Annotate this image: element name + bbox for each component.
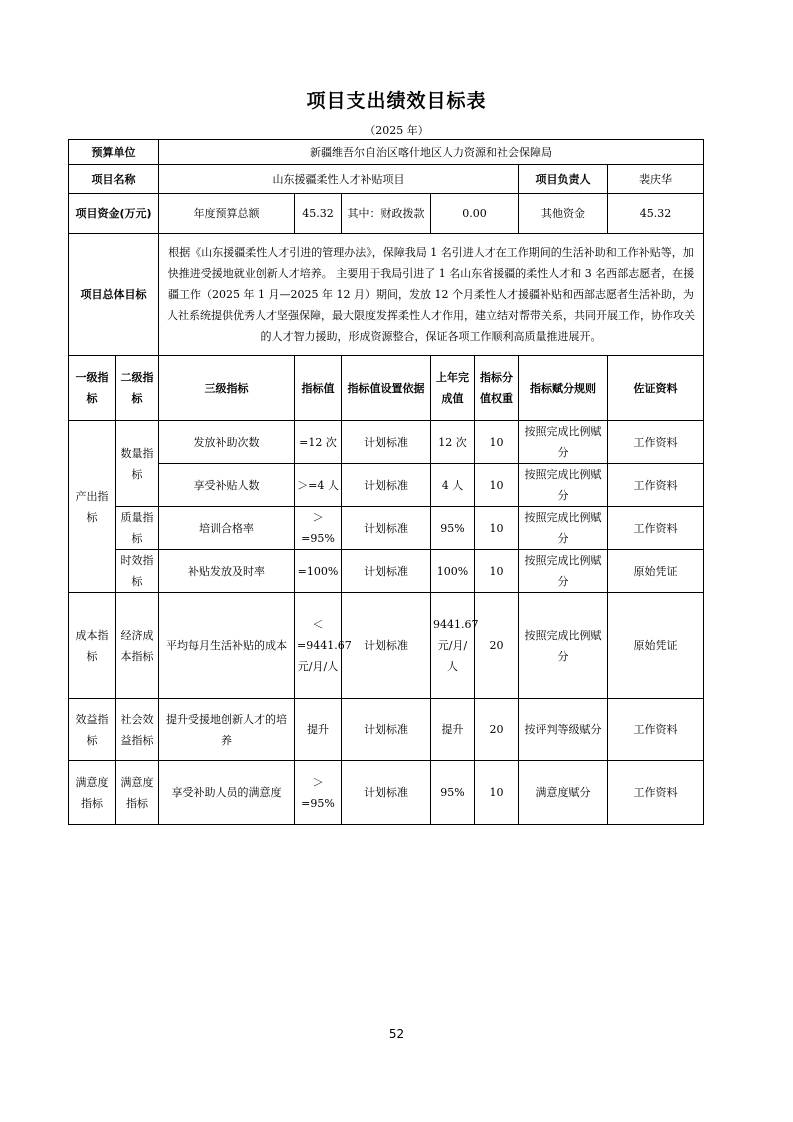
year-label: （2025 年） — [364, 124, 429, 137]
performance-target-table — [68, 139, 704, 825]
indicator-last: 95% — [431, 761, 475, 825]
table-row — [69, 421, 704, 464]
group-cost: 成本指标 — [69, 593, 116, 699]
indicator-weight: 10 — [475, 421, 519, 464]
other-funds-label: 其他资金 — [519, 194, 608, 234]
header-level1: 一级指标 — [69, 356, 116, 421]
header-last-year: 上年完成值 — [431, 356, 475, 421]
indicator-name: 培训合格率 — [159, 507, 295, 550]
annual-budget-label: 年度预算总额 — [159, 194, 295, 234]
indicator-rule: 按照完成比例赋分 — [519, 421, 608, 464]
subgroup-social-benefit: 社会效益指标 — [116, 699, 159, 761]
subgroup-quantity: 数量指标 — [116, 421, 159, 507]
indicator-value: =12 次 — [295, 421, 342, 464]
table-row — [69, 507, 704, 550]
header-level3: 三级指标 — [159, 356, 295, 421]
subgroup-economic-cost: 经济成本指标 — [116, 593, 159, 699]
project-name-value: 山东援疆柔性人才补贴项目 — [159, 165, 519, 194]
header-value: 指标值 — [295, 356, 342, 421]
indicator-weight: 10 — [475, 550, 519, 593]
indicator-rule: 满意度赋分 — [519, 761, 608, 825]
indicator-evidence: 原始凭证 — [608, 593, 704, 699]
indicator-basis: 计划标准 — [342, 761, 431, 825]
indicator-last: 12 次 — [431, 421, 475, 464]
indicator-name: 补贴发放及时率 — [159, 550, 295, 593]
indicator-weight: 10 — [475, 464, 519, 507]
indicator-value: =100% — [295, 550, 342, 593]
indicator-evidence: 原始凭证 — [608, 550, 704, 593]
indicator-value: ＞=4 人 — [295, 464, 342, 507]
indicator-name: 平均每月生活补贴的成本 — [159, 593, 295, 699]
table-row — [69, 699, 704, 761]
indicator-evidence: 工作资料 — [608, 464, 704, 507]
page-title: 项目支出绩效目标表 — [306, 90, 487, 112]
goal-text: 根据《山东援疆柔性人才引进的管理办法》，保障我局 1 名引进人才在工作期间的生活补助和工作补贴等，加快推进受援地就业创新人才培养。 主要用于我局引进了 1 名山东省援疆的柔性人才和 3 名西部志愿者，在援疆工作（2025 年 1 月—2025 年 12 月）期间，发放 12 个月柔性人才援疆补贴和西部志愿者生活补助，为人社系统提供优秀人才坚强保障，最大限度发挥柔性人才作用，建立结对帮带关系，共同开展工作，协作攻关的人才智力援助，形成资源整合，保证各项工作顺利高质量推进展开。 — [159, 234, 704, 356]
indicator-rule: 按评判等级赋分 — [519, 699, 608, 761]
indicator-basis: 计划标准 — [342, 421, 431, 464]
indicator-last: 4 人 — [431, 464, 475, 507]
group-satisfaction: 满意度指标 — [69, 761, 116, 825]
indicator-basis: 计划标准 — [342, 593, 431, 699]
indicator-value: ＞=95% — [295, 761, 342, 825]
indicator-evidence: 工作资料 — [608, 699, 704, 761]
indicator-last: 提升 — [431, 699, 475, 761]
subgroup-satisfaction: 满意度指标 — [116, 761, 159, 825]
group-benefit: 效益指标 — [69, 699, 116, 761]
owner-label: 项目负责人 — [519, 165, 608, 194]
project-name-label: 项目名称 — [69, 165, 159, 194]
indicator-evidence: 工作资料 — [608, 761, 704, 825]
indicator-weight: 10 — [475, 507, 519, 550]
table-row — [69, 464, 704, 507]
indicator-name: 享受补贴人数 — [159, 464, 295, 507]
indicator-rule: 按照完成比例赋分 — [519, 593, 608, 699]
table-row — [69, 593, 704, 699]
table-row — [69, 550, 704, 593]
table-row — [69, 761, 704, 825]
budget-unit-value: 新疆维吾尔自治区喀什地区人力资源和社会保障局 — [159, 140, 704, 165]
indicator-evidence: 工作资料 — [608, 507, 704, 550]
indicator-rule: 按照完成比例赋分 — [519, 550, 608, 593]
indicator-weight: 10 — [475, 761, 519, 825]
indicator-rule: 按照完成比例赋分 — [519, 464, 608, 507]
indicator-value: ＜=9441.67 元/月/人 — [295, 593, 342, 699]
indicator-name: 提升受援地创新人才的培养 — [159, 699, 295, 761]
annual-budget-value: 45.32 — [295, 194, 342, 234]
subgroup-quality: 质量指标 — [116, 507, 159, 550]
indicator-value: 提升 — [295, 699, 342, 761]
goal-label: 项目总体目标 — [69, 234, 159, 356]
indicator-name: 享受补助人员的满意度 — [159, 761, 295, 825]
indicator-basis: 计划标准 — [342, 699, 431, 761]
header-rule: 指标赋分规则 — [519, 356, 608, 421]
funds-label: 项目资金(万元) — [69, 194, 159, 234]
indicator-name: 发放补助次数 — [159, 421, 295, 464]
header-evidence: 佐证资料 — [608, 356, 704, 421]
fiscal-label: 其中：财政拨款 — [342, 194, 431, 234]
header-weight: 指标分值权重 — [475, 356, 519, 421]
indicator-weight: 20 — [475, 593, 519, 699]
indicator-basis: 计划标准 — [342, 550, 431, 593]
indicator-last: 95% — [431, 507, 475, 550]
fiscal-value: 0.00 — [431, 194, 519, 234]
other-funds-value: 45.32 — [608, 194, 704, 234]
indicator-last: 100% — [431, 550, 475, 593]
owner-value: 裴庆华 — [608, 165, 704, 194]
budget-unit-label: 预算单位 — [69, 140, 159, 165]
indicator-basis: 计划标准 — [342, 507, 431, 550]
page-number: 52 — [388, 1027, 405, 1041]
group-output: 产出指标 — [69, 421, 116, 593]
indicator-weight: 20 — [475, 699, 519, 761]
header-level2: 二级指标 — [116, 356, 159, 421]
indicator-evidence: 工作资料 — [608, 421, 704, 464]
indicator-rule: 按照完成比例赋分 — [519, 507, 608, 550]
indicator-basis: 计划标准 — [342, 464, 431, 507]
header-basis: 指标值设置依据 — [342, 356, 431, 421]
indicator-last: 9441.67 元/月/人 — [431, 593, 475, 699]
indicator-value: ＞=95% — [295, 507, 342, 550]
subgroup-timeliness: 时效指标 — [116, 550, 159, 593]
